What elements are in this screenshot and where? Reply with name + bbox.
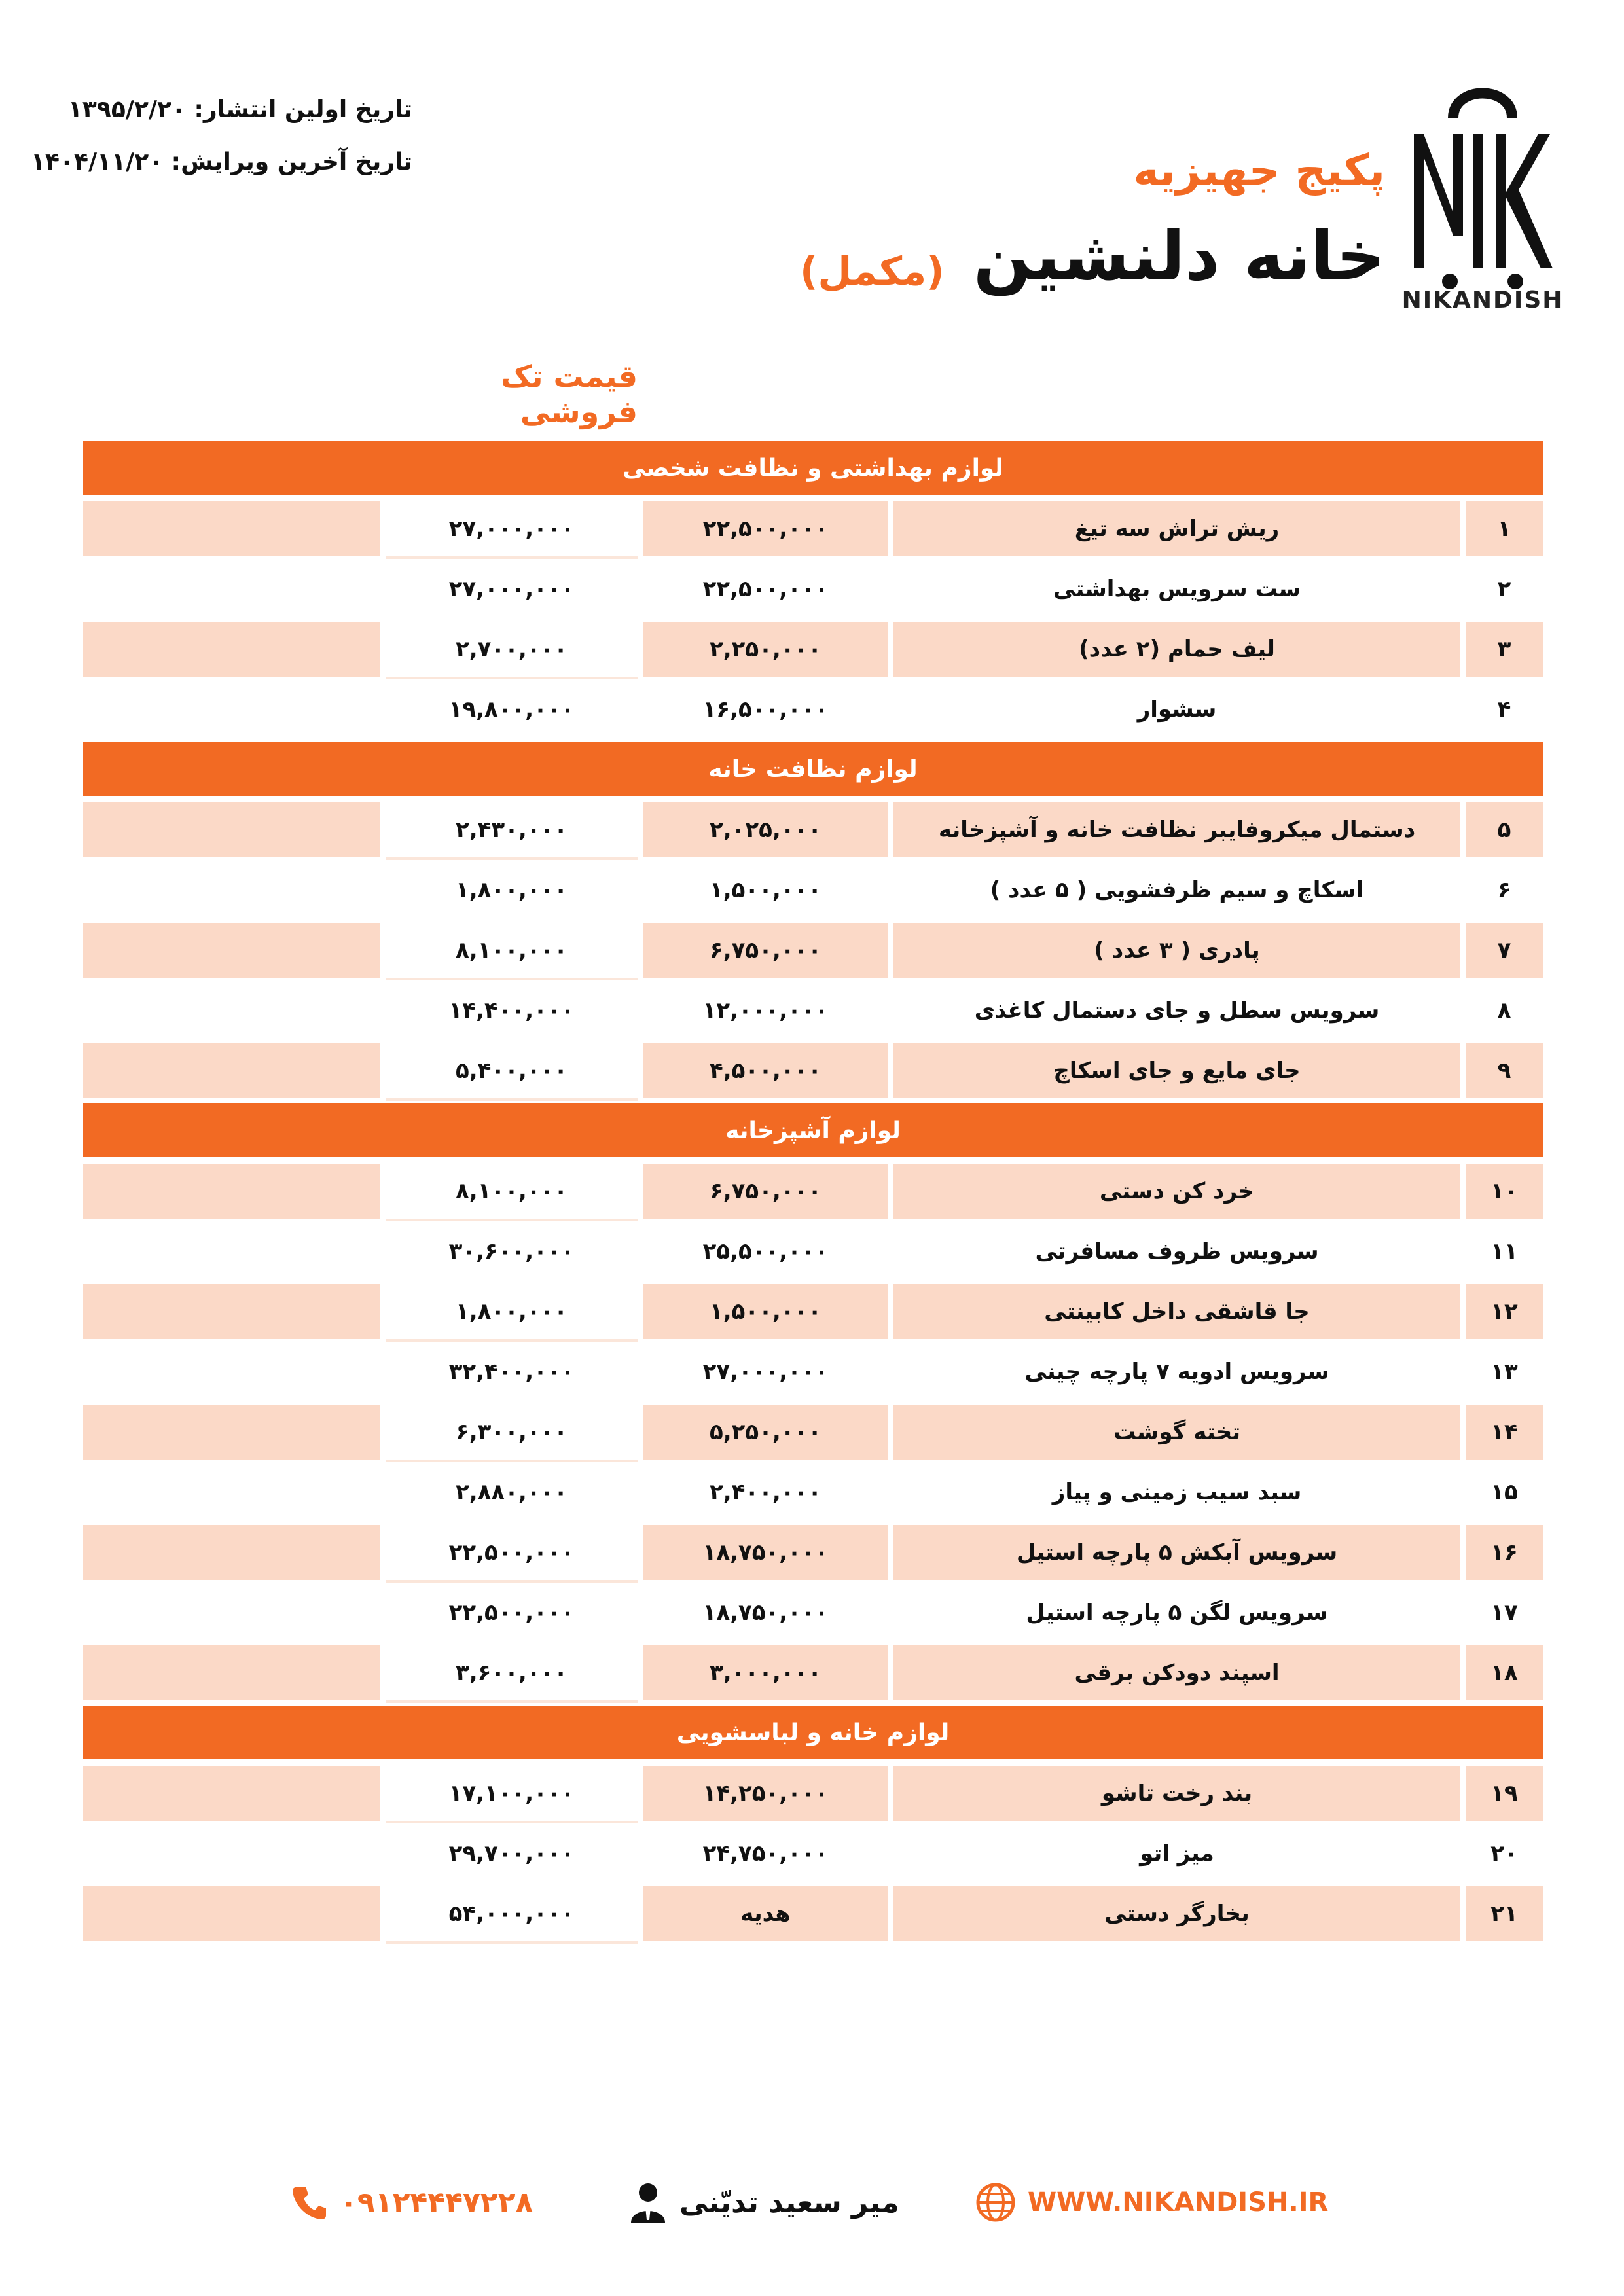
row-number: ۱۱ bbox=[1466, 1224, 1543, 1279]
single-price: ۱۷,۱۰۰,۰۰۰ bbox=[386, 1766, 638, 1823]
item-name: سبد سیب زمینی و پیاز bbox=[893, 1465, 1460, 1520]
pack-price: ۲,۴۰۰,۰۰۰ bbox=[643, 1465, 888, 1520]
item-name: میز اتو bbox=[893, 1826, 1460, 1881]
table-row bbox=[83, 1465, 1543, 1525]
table-row bbox=[83, 1585, 1543, 1645]
footer bbox=[0, 2173, 1624, 2232]
pack-price: ۱,۵۰۰,۰۰۰ bbox=[643, 1284, 888, 1339]
row-number: ۳ bbox=[1466, 622, 1543, 677]
pack-price: ۲۷,۰۰۰,۰۰۰ bbox=[643, 1344, 888, 1399]
single-price: ۲,۸۸۰,۰۰۰ bbox=[386, 1465, 638, 1520]
single-price: ۲,۴۳۰,۰۰۰ bbox=[386, 802, 638, 860]
website-link[interactable] bbox=[975, 2173, 1328, 2232]
first-publish-date: تاریخ اولین انتشار: ۱۳۹۵/۲/۲۰ bbox=[67, 96, 412, 123]
item-notes bbox=[83, 1886, 380, 1941]
single-price: ۲۷,۰۰۰,۰۰۰ bbox=[386, 501, 638, 559]
item-notes bbox=[83, 1284, 380, 1339]
single-price: ۳,۶۰۰,۰۰۰ bbox=[386, 1645, 638, 1703]
pack-price: ۱۸,۷۵۰,۰۰۰ bbox=[643, 1525, 888, 1580]
item-name: ست سرویس بهداشتی bbox=[893, 562, 1460, 617]
col-pack-line1: قیمت ویژه bbox=[709, 365, 822, 389]
row-number: ۵ bbox=[1466, 802, 1543, 857]
website-text: WWW.NIKANDISH.IR bbox=[1028, 2187, 1329, 2217]
publish-dates bbox=[31, 84, 412, 188]
row-number: ۱۵ bbox=[1466, 1465, 1543, 1520]
col-single-price: قیمت تک فروشی bbox=[386, 352, 638, 436]
item-name: سرویس لگن ۵ پارچه استیل bbox=[893, 1585, 1460, 1640]
row-number: ۱۸ bbox=[1466, 1645, 1543, 1700]
single-price: ۲۹,۷۰۰,۰۰۰ bbox=[386, 1826, 638, 1881]
pack-price: ۲,۰۲۵,۰۰۰ bbox=[643, 802, 888, 857]
logo-text: NIKANDISH bbox=[1401, 287, 1564, 314]
single-price: ۱۹,۸۰۰,۰۰۰ bbox=[386, 682, 638, 737]
item-notes bbox=[83, 802, 380, 857]
item-notes bbox=[83, 863, 380, 918]
table-row bbox=[83, 1164, 1543, 1224]
table-row bbox=[83, 1645, 1543, 1706]
last-edit-date: تاریخ آخرین ویرایش: ۱۴۰۴/۱۱/۲۰ bbox=[31, 149, 412, 175]
section-title: لوازم آشپزخانه bbox=[83, 1103, 1543, 1157]
single-price: ۳۰,۶۰۰,۰۰۰ bbox=[386, 1224, 638, 1279]
row-number: ۶ bbox=[1466, 863, 1543, 918]
single-price: ۲۲,۵۰۰,۰۰۰ bbox=[386, 1525, 638, 1583]
table-row bbox=[83, 682, 1543, 742]
globe-icon bbox=[975, 2182, 1016, 2223]
row-number: ۱۷ bbox=[1466, 1585, 1543, 1640]
complete-tag: (مکمل) bbox=[800, 249, 945, 295]
table-row bbox=[83, 1766, 1543, 1826]
nikandish-cart-logo-icon bbox=[1401, 72, 1564, 321]
item-notes bbox=[83, 1465, 380, 1520]
pack-price: ۴,۵۰۰,۰۰۰ bbox=[643, 1043, 888, 1098]
item-name: سرویس ظروف مسافرتی bbox=[893, 1224, 1460, 1279]
table-row bbox=[83, 802, 1543, 863]
table-row bbox=[83, 1405, 1543, 1465]
person-icon bbox=[628, 2181, 668, 2224]
item-name: بند رخت تاشو bbox=[893, 1766, 1460, 1821]
row-number: ۱۳ bbox=[1466, 1344, 1543, 1399]
pack-price: ۳,۰۰۰,۰۰۰ bbox=[643, 1645, 888, 1700]
table-row bbox=[83, 923, 1543, 983]
single-price: ۱۴,۴۰۰,۰۰۰ bbox=[386, 983, 638, 1038]
single-price: ۲۷,۰۰۰,۰۰۰ bbox=[386, 562, 638, 617]
section-header bbox=[83, 742, 1543, 802]
table-row bbox=[83, 1224, 1543, 1284]
row-number: ۱۴ bbox=[1466, 1405, 1543, 1460]
item-notes bbox=[83, 923, 380, 978]
item-notes bbox=[83, 622, 380, 677]
item-notes bbox=[83, 1043, 380, 1098]
section-header bbox=[83, 441, 1543, 501]
item-notes bbox=[83, 1344, 380, 1399]
package-title: خانه دلنشین bbox=[973, 216, 1385, 296]
package-subtitle: پکیج جهیزیه bbox=[1133, 145, 1385, 196]
row-number: ۲ bbox=[1466, 562, 1543, 617]
pack-price: ۱۶,۵۰۰,۰۰۰ bbox=[643, 682, 888, 737]
row-number: ۴ bbox=[1466, 682, 1543, 737]
table-row bbox=[83, 1043, 1543, 1103]
phone-link[interactable] bbox=[291, 2173, 533, 2232]
item-name: لیف حمام (۲ عدد) bbox=[893, 622, 1460, 677]
pack-price: ۱۸,۷۵۰,۰۰۰ bbox=[643, 1585, 888, 1640]
table-row bbox=[83, 501, 1543, 562]
table-row bbox=[83, 1886, 1543, 1946]
pack-price: ۱۴,۲۵۰,۰۰۰ bbox=[643, 1766, 888, 1821]
row-number: ۱۰ bbox=[1466, 1164, 1543, 1219]
single-price: ۵۴,۰۰۰,۰۰۰ bbox=[386, 1886, 638, 1944]
row-number: ۱۹ bbox=[1466, 1766, 1543, 1821]
pack-price: ۲۴,۷۵۰,۰۰۰ bbox=[643, 1826, 888, 1881]
pack-price: ۱۲,۰۰۰,۰۰۰ bbox=[643, 983, 888, 1038]
pack-price: ۵,۲۵۰,۰۰۰ bbox=[643, 1405, 888, 1460]
item-name: تخته گوشت bbox=[893, 1405, 1460, 1460]
item-notes bbox=[83, 562, 380, 617]
item-name: سشوار bbox=[893, 682, 1460, 737]
col-notes: توضیحات تکمیلی bbox=[83, 352, 380, 436]
table-row bbox=[83, 562, 1543, 622]
contact-name-text: میر سعید تدیّنی bbox=[679, 2185, 899, 2219]
row-number: ۱۲ bbox=[1466, 1284, 1543, 1339]
pack-price: ۲,۲۵۰,۰۰۰ bbox=[643, 622, 888, 677]
pack-price: ۲۵,۵۰۰,۰۰۰ bbox=[643, 1224, 888, 1279]
phone-number: ۰۹۱۲۴۴۴۷۲۲۸ bbox=[340, 2185, 533, 2219]
item-notes bbox=[83, 682, 380, 737]
pack-price: ۶,۷۵۰,۰۰۰ bbox=[643, 923, 888, 978]
table-row bbox=[83, 863, 1543, 923]
item-name: بخارگر دستی bbox=[893, 1886, 1460, 1941]
item-name: خرد کن دستی bbox=[893, 1164, 1460, 1219]
col-pack-line2: پک کامل جهیزیه bbox=[682, 399, 849, 423]
section-header bbox=[83, 1103, 1543, 1164]
item-notes bbox=[83, 1164, 380, 1219]
item-notes bbox=[83, 1766, 380, 1821]
price-table bbox=[83, 352, 1543, 1946]
table-row bbox=[83, 622, 1543, 682]
item-name: ریش تراش سه تیغ bbox=[893, 501, 1460, 556]
item-name: سرویس سطل و جای دستمال کاغذی bbox=[893, 983, 1460, 1038]
col-radif: ردیف bbox=[1466, 352, 1543, 436]
pack-price: ۲۲,۵۰۰,۰۰۰ bbox=[643, 501, 888, 556]
contact-person bbox=[628, 2173, 899, 2232]
table-row bbox=[83, 1284, 1543, 1344]
item-name: پادری ( ۳ عدد ) bbox=[893, 923, 1460, 978]
single-price: ۳۲,۴۰۰,۰۰۰ bbox=[386, 1344, 638, 1399]
pack-price: ۲۲,۵۰۰,۰۰۰ bbox=[643, 562, 888, 617]
item-notes bbox=[83, 1525, 380, 1580]
pack-price: هدیه bbox=[643, 1886, 888, 1941]
row-number: ۲۱ bbox=[1466, 1886, 1543, 1941]
item-name: سرویس آبکش ۵ پارچه استیل bbox=[893, 1525, 1460, 1580]
col-name: نوع کالا bbox=[893, 352, 1460, 436]
single-price: ۶,۳۰۰,۰۰۰ bbox=[386, 1405, 638, 1462]
section-title: لوازم بهداشتی و نظافت شخصی bbox=[83, 441, 1543, 495]
section-header bbox=[83, 1706, 1543, 1766]
item-notes bbox=[83, 983, 380, 1038]
item-notes bbox=[83, 1224, 380, 1279]
pack-price: ۶,۷۵۰,۰۰۰ bbox=[643, 1164, 888, 1219]
row-number: ۸ bbox=[1466, 983, 1543, 1038]
table-row bbox=[83, 1525, 1543, 1585]
single-price: ۱,۸۰۰,۰۰۰ bbox=[386, 1284, 638, 1342]
row-number: ۷ bbox=[1466, 923, 1543, 978]
table-row bbox=[83, 1826, 1543, 1886]
item-notes bbox=[83, 501, 380, 556]
row-number: ۲۰ bbox=[1466, 1826, 1543, 1881]
table-row bbox=[83, 983, 1543, 1043]
row-number: ۱ bbox=[1466, 501, 1543, 556]
table-header bbox=[83, 352, 1543, 441]
item-name: دستمال میکروفایبر نظافت خانه و آشپزخانه bbox=[893, 802, 1460, 857]
item-notes bbox=[83, 1405, 380, 1460]
single-price: ۲۲,۵۰۰,۰۰۰ bbox=[386, 1585, 638, 1640]
row-number: ۹ bbox=[1466, 1043, 1543, 1098]
item-name: اسکاچ و سیم ظرفشویی ( ۵ عدد ) bbox=[893, 863, 1460, 918]
single-price: ۸,۱۰۰,۰۰۰ bbox=[386, 1164, 638, 1221]
item-name: جای مایع و جای اسکاچ bbox=[893, 1043, 1460, 1098]
phone-icon bbox=[291, 2184, 328, 2221]
section-title: لوازم خانه و لباسشویی bbox=[83, 1706, 1543, 1759]
single-price: ۸,۱۰۰,۰۰۰ bbox=[386, 923, 638, 980]
item-notes bbox=[83, 1585, 380, 1640]
item-name: سرویس ادویه ۷ پارچه چینی bbox=[893, 1344, 1460, 1399]
item-notes bbox=[83, 1826, 380, 1881]
single-price: ۱,۸۰۰,۰۰۰ bbox=[386, 863, 638, 918]
item-notes bbox=[83, 1645, 380, 1700]
item-name: اسپند دودکن برقی bbox=[893, 1645, 1460, 1700]
item-name: جا قاشقی داخل کابینتی bbox=[893, 1284, 1460, 1339]
single-price: ۲,۷۰۰,۰۰۰ bbox=[386, 622, 638, 679]
section-title: لوازم نظافت خانه bbox=[83, 742, 1543, 796]
table-row bbox=[83, 1344, 1543, 1405]
col-pack-price bbox=[643, 352, 888, 436]
row-number: ۱۶ bbox=[1466, 1525, 1543, 1580]
pack-price: ۱,۵۰۰,۰۰۰ bbox=[643, 863, 888, 918]
single-price: ۵,۴۰۰,۰۰۰ bbox=[386, 1043, 638, 1101]
